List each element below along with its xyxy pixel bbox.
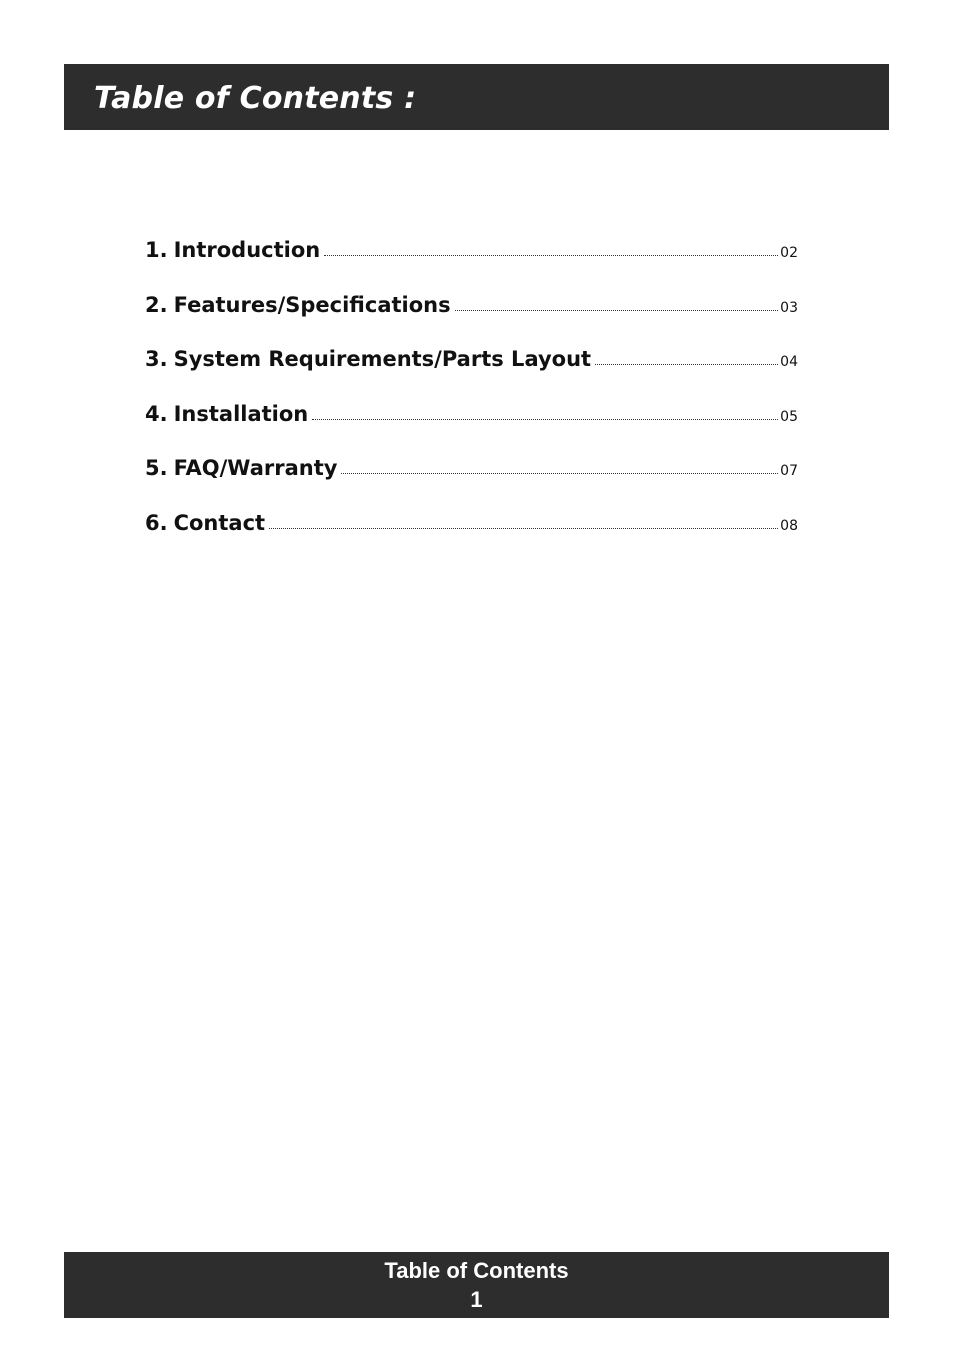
dot-leader xyxy=(269,528,778,529)
page-title: Table of Contents : xyxy=(94,81,417,116)
dot-leader xyxy=(595,364,778,365)
toc-entry-system-requirements[interactable] xyxy=(145,347,798,402)
toc-entry-number: 2. xyxy=(145,292,168,317)
toc-entry-label xyxy=(145,347,591,371)
toc-entry-label xyxy=(145,402,308,426)
toc-entry-page: 08 xyxy=(780,517,798,534)
toc-entry-label xyxy=(145,293,451,317)
toc-entry-title: Contact xyxy=(173,510,266,535)
dot-leader xyxy=(455,310,779,311)
toc-entry-title: System Requirements/Parts Layout xyxy=(173,347,592,371)
dot-leader xyxy=(324,255,778,256)
toc-entry-label xyxy=(145,238,320,262)
toc-entry-number: 5. xyxy=(145,456,168,480)
toc-entry-label xyxy=(145,456,337,480)
toc-entry-page: 02 xyxy=(780,245,798,261)
toc-entry-page: 05 xyxy=(780,408,798,425)
toc-entry-title: Introduction xyxy=(173,238,321,262)
toc-entry-title: FAQ/Warranty xyxy=(173,456,338,480)
toc-entry-number: 1. xyxy=(145,238,168,262)
toc-entry-contact[interactable] xyxy=(145,511,798,566)
header-bar xyxy=(64,64,889,130)
toc-entry-number: 4. xyxy=(145,401,168,426)
toc-entry-page: 04 xyxy=(780,354,798,370)
table-of-contents xyxy=(145,238,798,565)
toc-entry-page: 07 xyxy=(780,463,798,479)
footer-bar xyxy=(64,1252,889,1318)
toc-entry-title: Features/Specifications xyxy=(173,292,451,317)
toc-entry-page: 03 xyxy=(780,299,798,316)
dot-leader xyxy=(312,419,778,420)
toc-entry-faq-warranty[interactable] xyxy=(145,456,798,511)
toc-entry-label xyxy=(145,511,265,535)
toc-entry-number: 6. xyxy=(145,510,168,535)
toc-entry-introduction[interactable] xyxy=(145,238,798,293)
toc-entry-number: 3. xyxy=(145,347,168,371)
toc-entry-features-specifications[interactable] xyxy=(145,293,798,348)
page-number: 1 xyxy=(470,1287,483,1312)
dot-leader xyxy=(341,473,778,474)
toc-entry-title: Installation xyxy=(173,401,309,426)
footer-title: Table of Contents xyxy=(384,1258,569,1283)
toc-entry-installation[interactable] xyxy=(145,402,798,457)
